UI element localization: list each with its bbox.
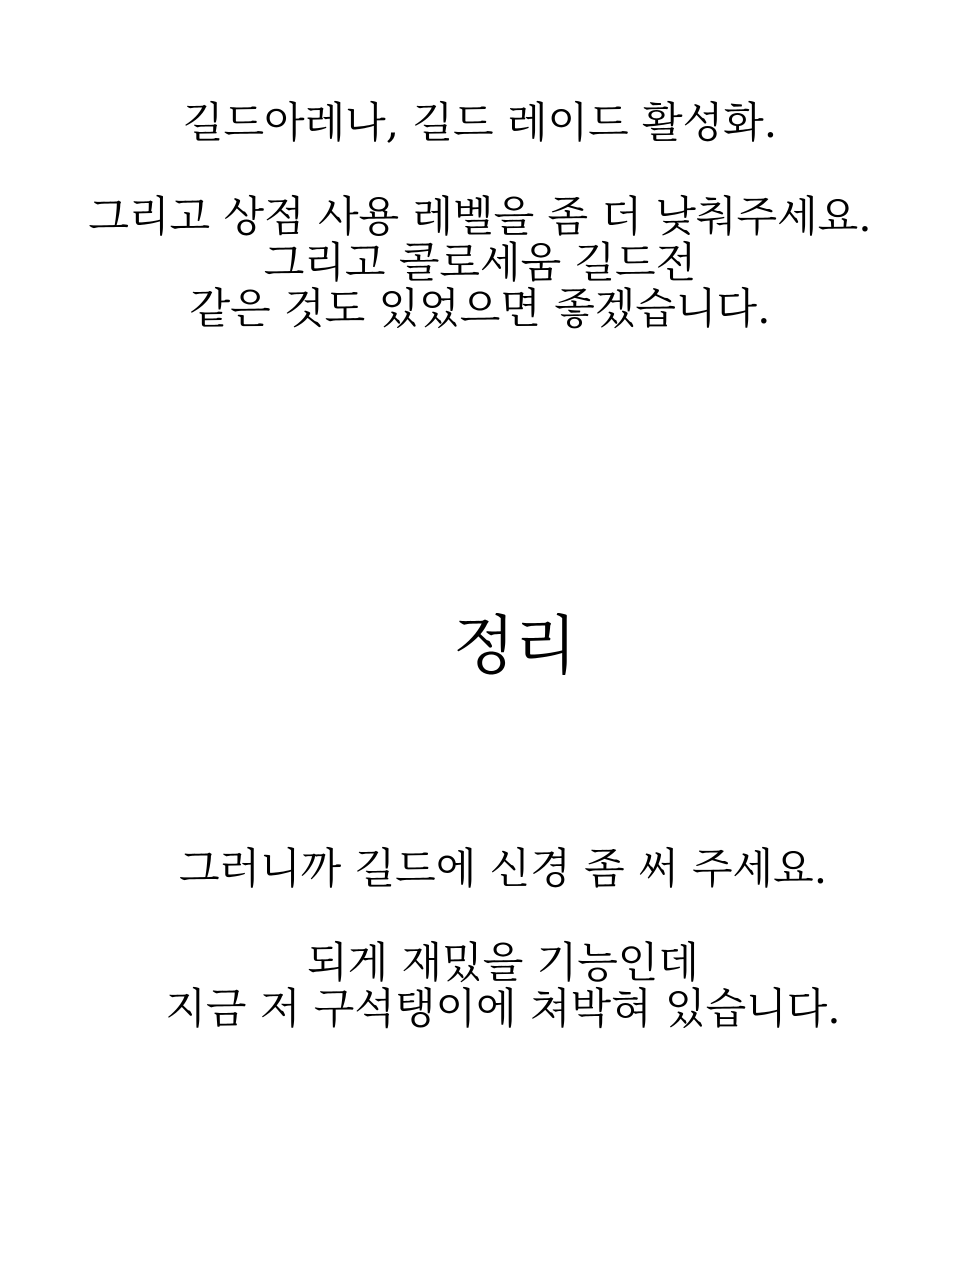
requests-line-1: 그리고 상점 사용 레벨을 좀 더 낮춰주세요. xyxy=(88,192,872,241)
summary-paragraph-1 xyxy=(0,846,960,892)
intro-paragraph xyxy=(0,100,960,146)
requests-paragraph xyxy=(0,194,960,332)
summary-line-2: 되게 재밌을 기능인데 xyxy=(307,938,699,987)
summary-paragraph-2 xyxy=(0,940,960,1032)
summary-line-3: 지금 저 구석탱이에 쳐박혀 있습니다. xyxy=(165,984,841,1033)
summary-line-1: 그러니까 길드에 신경 좀 써 주세요. xyxy=(178,844,828,893)
requests-line-3: 같은 것도 있었으면 좋겠습니다. xyxy=(189,284,771,333)
section-heading: 정리 xyxy=(453,610,577,684)
intro-line-1: 길드아레나, 길드 레이드 활성화. xyxy=(182,98,778,147)
requests-line-2: 그리고 콜로세움 길드전 xyxy=(263,238,697,287)
